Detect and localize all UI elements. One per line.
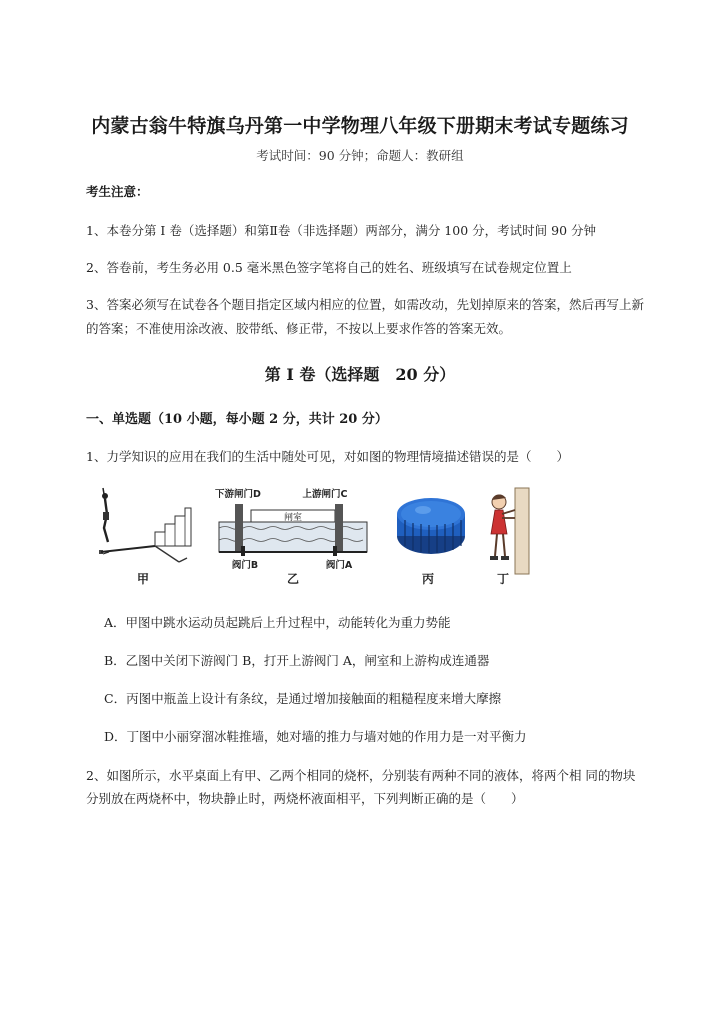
- question-1-option-b[interactable]: B．乙图中关闭下游阀门 B，打开上游阀门 A，闸室和上游构成连通器: [104, 653, 490, 668]
- figure-label-jia: 甲: [136, 572, 150, 586]
- question-2-stem-line-1: 2、如图所示，水平桌面上有甲、乙两个相同的烧杯，分别装有两种不同的液体，将两个相 同的物块: [86, 768, 636, 783]
- girl-pushing-wall-illustration: [490, 488, 529, 574]
- lock-label-gate-d: 下游闸门D: [215, 489, 261, 500]
- notice-item-3-cont: 的答案；不准使用涂改液、胶带纸、修正带，不按以上要求作答的答案无效。: [86, 321, 512, 336]
- notice-item-2: 2、答卷前，考生务必用 0.5 毫米黑色签字笔将自己的姓名、班级填写在试卷规定位置上: [86, 260, 572, 275]
- lock-label-chamber: 闸室: [283, 513, 303, 523]
- figure-label-bing: 丙: [421, 572, 435, 586]
- notice-item-1: 1、本卷分第 I 卷（选择题）和第Ⅱ卷（非选择题）两部分，满分 100 分，考试时间 90 分钟: [86, 223, 596, 238]
- question-1-stem: 1、力学知识的应用在我们的生活中随处可见，对如图的物理情境描述错误的是（ ）: [86, 449, 569, 464]
- part-heading: 一、单选题（10 小题，每小题 2 分，共计 20 分）: [86, 412, 388, 427]
- notice-heading: 考生注意：: [86, 184, 149, 199]
- lock-label-valve-b: 阀门B: [231, 560, 259, 571]
- question-1-option-c[interactable]: C．丙图中瓶盖上设计有条纹，是通过增加接触面的粗糙程度来增大摩擦: [104, 691, 502, 706]
- notice-item-3: 3、答案必须写在试卷各个题目指定区域内相应的位置，如需改动，先划掉原来的答案，然后再写上新: [86, 297, 644, 312]
- figure-drawings: [95, 484, 545, 590]
- diver-illustration: [99, 488, 191, 562]
- figure-label-yi: 乙: [286, 572, 300, 586]
- ship-lock-illustration: [219, 504, 367, 556]
- section-title: 第 I 卷（选择题 20 分）: [264, 365, 456, 384]
- exam-info: 考试时间：90 分钟；命题人：教研组: [256, 148, 464, 163]
- page-title: 内蒙古翁牛特旗乌丹第一中学物理八年级下册期末考试专题练习: [91, 115, 629, 137]
- lock-label-gate-c: 上游闸门C: [302, 489, 348, 500]
- lock-label-valve-a: 阀门A: [325, 560, 353, 571]
- figure-label-ding: 丁: [496, 572, 510, 586]
- question-1-option-a[interactable]: A．甲图中跳水运动员起跳后上升过程中，动能转化为重力势能: [104, 615, 451, 630]
- question-1-figure: [95, 484, 545, 590]
- bottle-cap-illustration: [397, 498, 465, 554]
- question-2-stem-line-2: 分别放在两烧杯中，物块静止时，两烧杯液面相平，下列判断正确的是（ ）: [86, 791, 524, 806]
- question-1-option-d[interactable]: D．丁图中小丽穿溜冰鞋推墙，她对墙的推力与墙对她的作用力是一对平衡力: [104, 729, 527, 744]
